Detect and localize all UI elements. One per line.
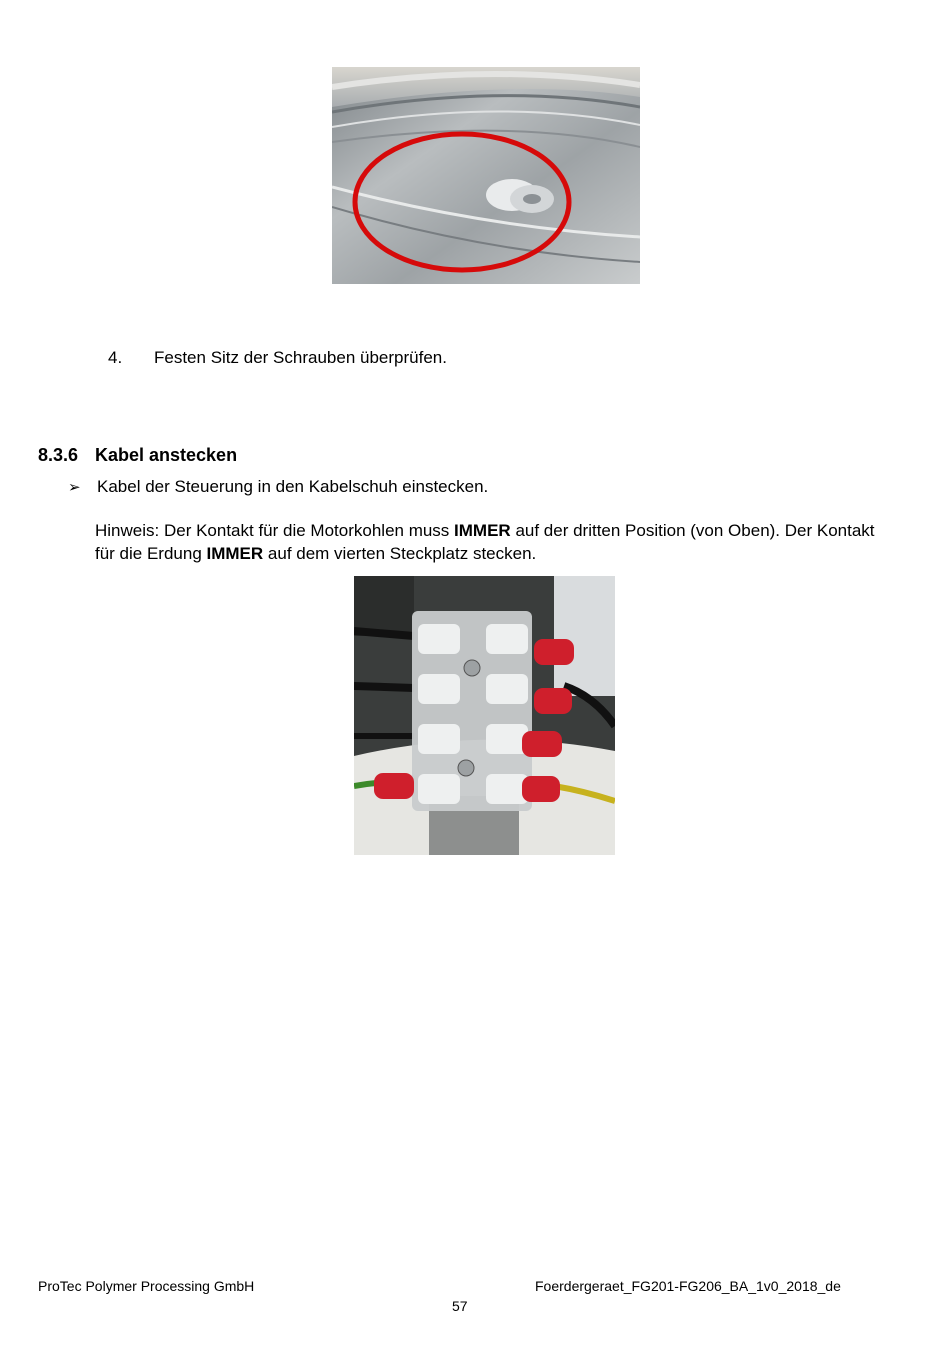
section-number: 8.3.6: [38, 445, 79, 465]
photo-terminal-block: [354, 576, 615, 855]
note-text-2: auf der dritten Position (von Oben). Der Kontakt für die Erdung: [95, 521, 875, 563]
step-text: Festen Sitz der Schrauben überprüfen.: [154, 348, 447, 367]
footer-company: ProTec Polymer Processing GmbH: [38, 1278, 255, 1294]
footer-document-id: Foerdergeraet_FG201-FG206_BA_1v0_2018_de: [535, 1278, 841, 1294]
section-heading: [38, 445, 237, 466]
bullet-text: Kabel der Steuerung in den Kabelschuh einstecken.: [97, 477, 489, 496]
bullet-item: [68, 477, 488, 497]
note-text-1: Hinweis: Der Kontakt für die Motorkohlen muss: [95, 521, 455, 540]
page-number: 57: [452, 1298, 468, 1314]
note-emphasis-2: IMMER: [206, 544, 264, 563]
photo-screw-ring: [332, 67, 640, 284]
step-number: 4.: [108, 348, 123, 367]
note-text-3: auf dem vierten Steckplatz stecken.: [263, 544, 537, 563]
arrow-bullet-icon: ➢: [68, 479, 81, 496]
note-emphasis-1: IMMER: [454, 521, 511, 540]
note-paragraph: [95, 519, 895, 565]
section-title: Kabel anstecken: [95, 445, 238, 465]
